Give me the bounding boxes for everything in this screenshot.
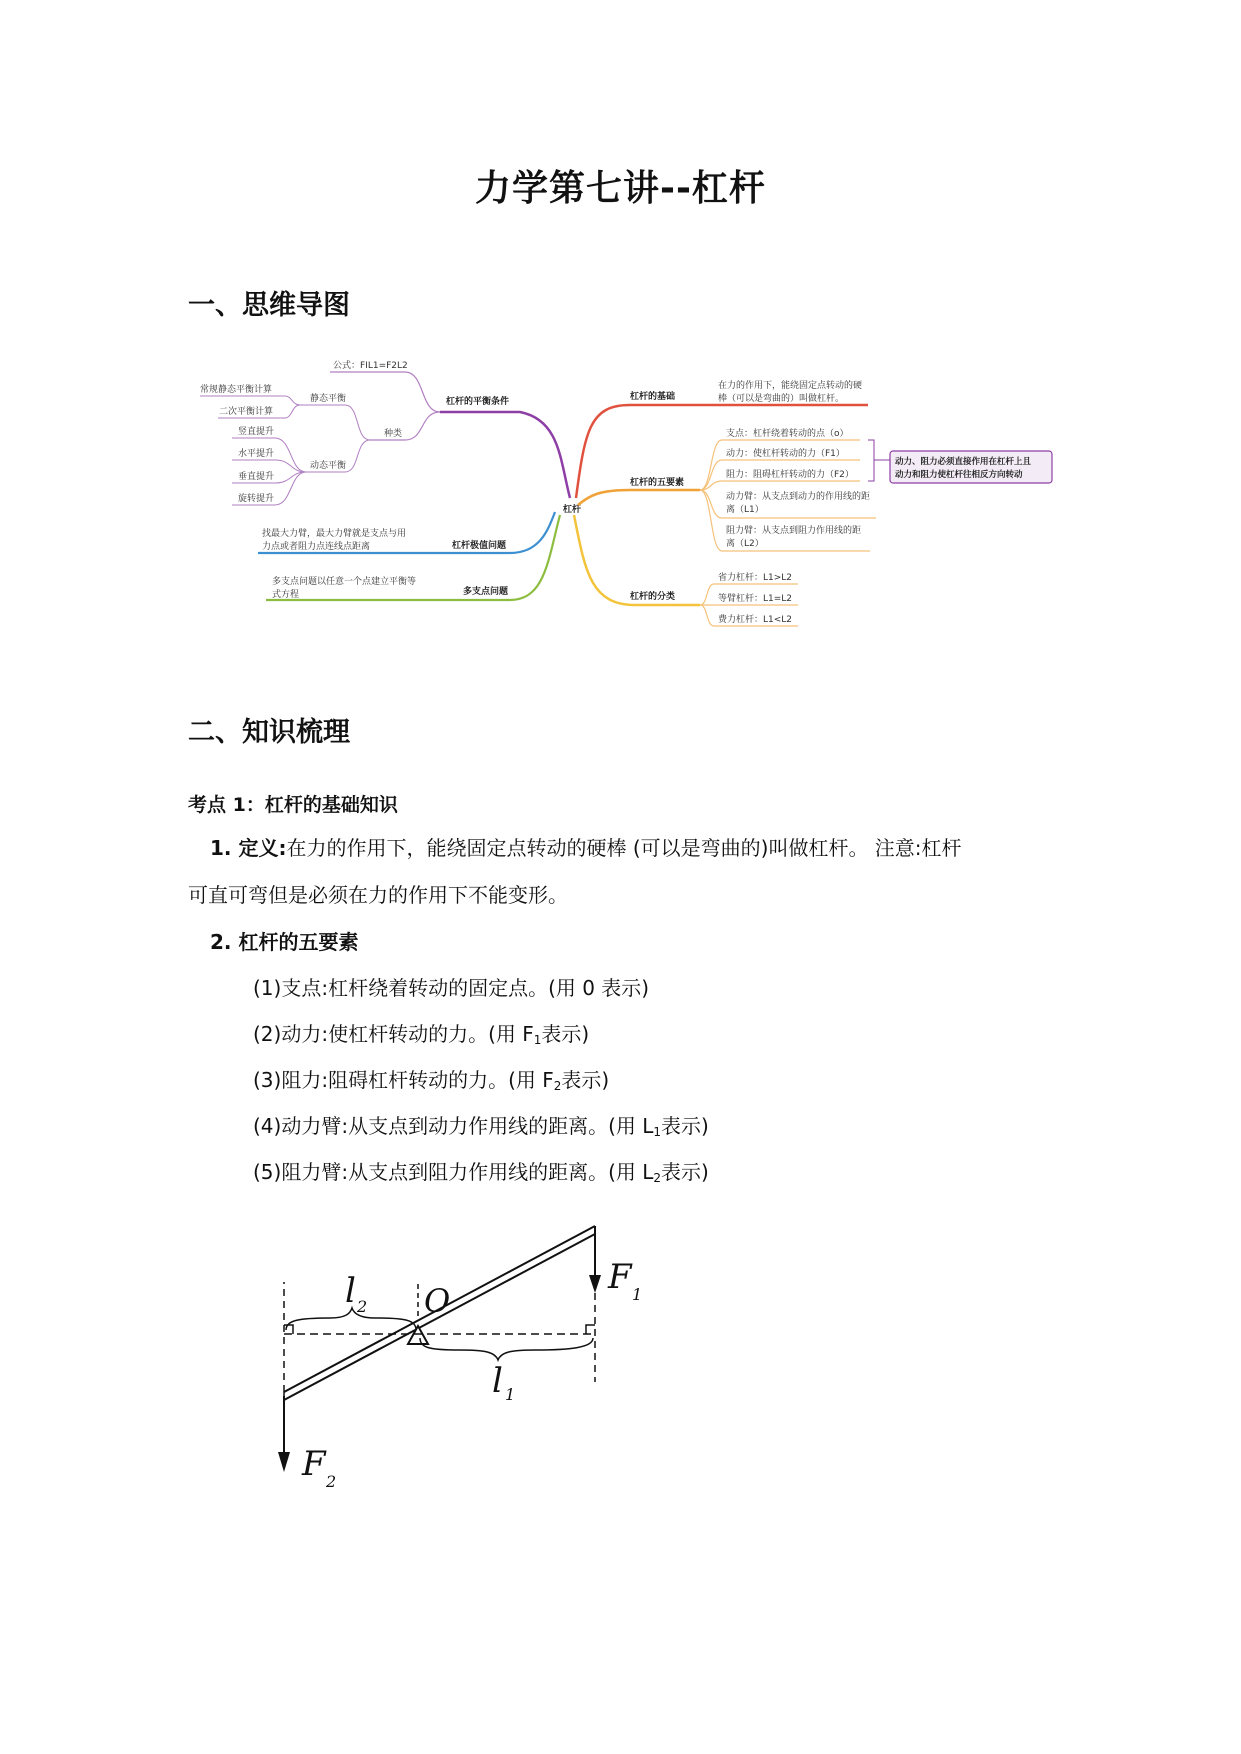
mm-dyn3: 垂直提升 [238, 472, 275, 482]
label-o: O [424, 1282, 451, 1320]
mm-multi-text2: 式方程 [272, 590, 300, 600]
mm-extreme: 杠杆极值问题 [452, 541, 507, 551]
mm-dyn4: 旋转提升 [238, 494, 275, 504]
mm-basis-text1: 在力的作用下，能绕固定点转动的硬 [718, 381, 863, 391]
definition-continuation: 可直可弯但是必须在力的作用下不能变形。 [188, 883, 568, 907]
mm-c3: 费力杠杆：L1<L2 [718, 615, 793, 625]
mm-basis: 杠杆的基础 [630, 392, 676, 402]
page-title: 力学第七讲--杠杆 [475, 168, 766, 209]
fulcrum-triangle [408, 1326, 428, 1344]
mm-note1: 动力、阻力必须直接作用在杠杆上且 [895, 457, 1032, 467]
force-f2-arrowhead [278, 1452, 290, 1472]
mm-f4b: 离（L1） [726, 505, 764, 515]
mm-f3: 阻力：阻碍杠杆转动的力（F2） [726, 470, 854, 480]
mm-c2: 等臂杠杆：L1=L2 [718, 594, 793, 604]
mm-static: 静态平衡 [310, 394, 347, 404]
svg-text:1: 1 [632, 1285, 643, 1304]
mm-five: 杠杆的五要素 [630, 478, 685, 488]
mm-formula: 公式：FIL1=F2L2 [333, 361, 408, 371]
mm-dyn2: 水平提升 [238, 449, 275, 459]
mm-basis-text2: 棒（可以是弯曲的）叫做杠杆。 [718, 394, 845, 404]
mm-extreme-text1: 找最大力臂，最大力臂就是支点与用 [262, 529, 407, 539]
label-f1: F [608, 1257, 632, 1297]
mm-f4a: 动力臂：从支点到动力的作用线的距 [726, 492, 871, 502]
five-elements-label: 2. 杠杆的五要素 [210, 930, 359, 954]
force-f1-arrowhead [589, 1275, 601, 1293]
item-effort-force: (2)动力:使杠杆转动的力。(用 $F_1$表示) [253, 1022, 590, 1047]
item-fulcrum: (1)支点:杠杆绕着转动的固定点。(用 0 表示) [253, 976, 650, 1000]
mm-balance: 杠杆的平衡条件 [446, 397, 510, 407]
mm-center: 杠杆 [563, 505, 582, 515]
mm-f5b: 离（L2） [726, 539, 764, 549]
mm-multi-text1: 多支点问题以任意一个点建立平衡等 [272, 577, 417, 587]
definition-label: 1. 定义: [210, 836, 287, 860]
mm-f5a: 阻力臂：从支点到阻力作用线的距 [726, 526, 862, 536]
mm-static2: 二次平衡计算 [219, 407, 274, 417]
label-l1: l [492, 1361, 503, 1401]
mm-f2: 动力：使杠杆转动的力（F1） [726, 449, 845, 459]
mm-cls: 杠杆的分类 [630, 592, 676, 602]
svg-text:2: 2 [326, 1472, 337, 1491]
mm-kinds: 种类 [384, 429, 403, 439]
svg-text:1: 1 [505, 1385, 516, 1404]
mm-note2: 动力和阻力使杠杆往相反方向转动 [895, 470, 1023, 480]
mm-f1: 支点：杠杆绕着转动的点（o） [726, 429, 849, 439]
brace-l1 [420, 1338, 593, 1360]
label-l2: l [345, 1271, 356, 1311]
section-heading-knowledge: 二、知识梳理 [188, 717, 350, 748]
svg-text:2: 2 [357, 1297, 368, 1316]
mm-dynamic: 动态平衡 [310, 461, 347, 471]
mm-c1: 省力杠杆：L1>L2 [718, 573, 793, 583]
definition-text: 在力的作用下，能绕固定点转动的硬棒 (可以是弯曲的)叫做杠杆。 注意:杠杆 [286, 836, 962, 860]
section-heading-mindmap: 一、思维导图 [188, 290, 350, 321]
item-effort-arm: (4)动力臂:从支点到动力作用线的距离。(用 $L_1$表示) [253, 1114, 709, 1139]
item-resistance-force: (3)阻力:阻碍杠杆转动的力。(用 $F_2$表示) [253, 1068, 610, 1093]
mm-dyn1: 竖直提升 [238, 427, 275, 437]
brace-l2 [286, 1308, 416, 1330]
mm-multi: 多支点问题 [463, 587, 509, 597]
label-f2: F [302, 1444, 326, 1484]
mm-static1: 常规静态平衡计算 [200, 385, 273, 395]
item-resistance-arm: (5)阻力臂:从支点到阻力作用线的距离。(用 $L_2$表示) [253, 1160, 709, 1185]
mm-extreme-text2: 力点或者阻力点连线点距离 [262, 542, 371, 552]
kaodian-heading: 考点 1：杠杆的基础知识 [188, 794, 398, 816]
